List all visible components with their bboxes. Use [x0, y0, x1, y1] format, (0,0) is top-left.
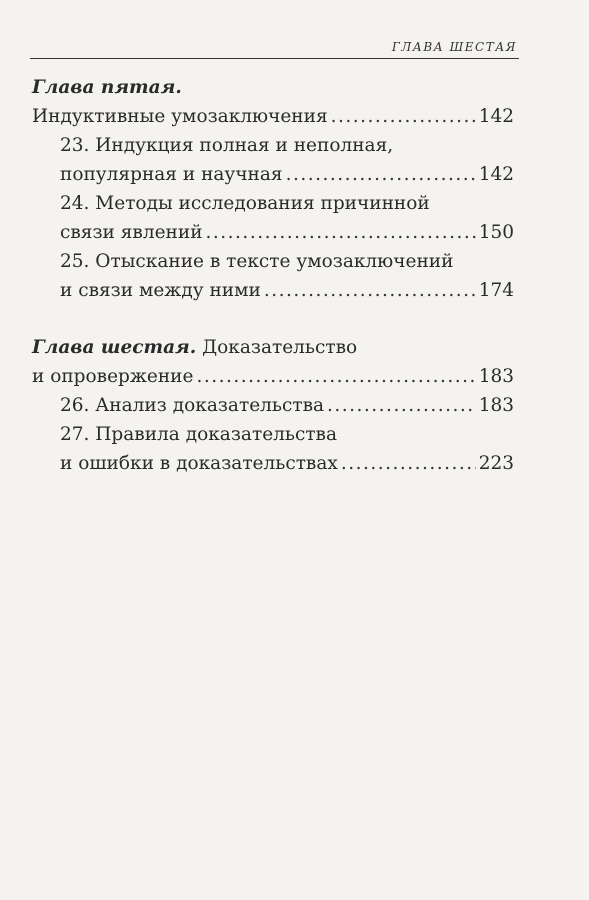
page-number: 142	[478, 164, 514, 185]
toc-entry-section[interactable]	[32, 251, 514, 280]
toc-entry-title: 26. Анализ доказательства	[60, 395, 325, 416]
toc-entry-chapter[interactable]	[32, 106, 514, 135]
toc-entry-chapter[interactable]	[32, 337, 514, 366]
running-head-title: ГЛАВА ШЕСТАЯ	[391, 40, 517, 54]
toc-entry-title: 23. Индукция полная и неполная,	[60, 135, 394, 156]
toc-entry-title: популярная и научная	[60, 164, 283, 185]
chapter-spacer	[32, 309, 514, 337]
page-number: 223	[478, 453, 514, 474]
leader-dots	[327, 395, 476, 416]
page-number: 150	[478, 222, 514, 243]
toc-entry-section[interactable]	[32, 135, 514, 164]
toc-entry-title: и связи между ними	[60, 280, 261, 301]
chapter-label: Глава пятая.	[32, 77, 182, 98]
toc-entry-title: Доказательство	[202, 337, 358, 358]
toc-entry-title: 24. Методы исследования причинной	[60, 193, 430, 214]
leader-dots	[264, 280, 476, 301]
leader-dots	[196, 366, 475, 387]
toc-entry-section-cont[interactable]	[32, 222, 514, 251]
leader-dots	[286, 164, 476, 185]
toc-entry-title: и опровержение	[32, 366, 194, 387]
page-number: 183	[478, 366, 514, 387]
leader-dots	[341, 453, 476, 474]
toc-entry-section-cont[interactable]	[32, 280, 514, 309]
page-number: 142	[478, 106, 514, 127]
toc-entry-title: 25. Отыскание в тексте умозаключений	[60, 251, 454, 272]
toc-entry-section[interactable]	[32, 424, 514, 453]
chapter-heading	[32, 77, 514, 106]
leader-dots	[331, 106, 476, 127]
running-head	[30, 36, 519, 59]
toc-entry-section[interactable]	[32, 193, 514, 222]
toc-entry-title: связи явлений	[60, 222, 203, 243]
leader-dots	[206, 222, 476, 243]
toc-entry-chapter-cont[interactable]	[32, 366, 514, 395]
page-number: 174	[478, 280, 514, 301]
toc-entry-section-cont[interactable]	[32, 164, 514, 193]
chapter-label: Глава шестая.	[32, 337, 197, 358]
table-of-contents	[32, 77, 514, 482]
toc-entry-section-cont[interactable]	[32, 453, 514, 482]
page-number: 183	[478, 395, 514, 416]
toc-entry-section[interactable]	[32, 395, 514, 424]
toc-entry-title: 27. Правила доказательства	[60, 424, 338, 445]
toc-entry-title: и ошибки в доказательствах	[60, 453, 338, 474]
toc-entry-title: Индуктивные умозаключения	[32, 106, 328, 127]
